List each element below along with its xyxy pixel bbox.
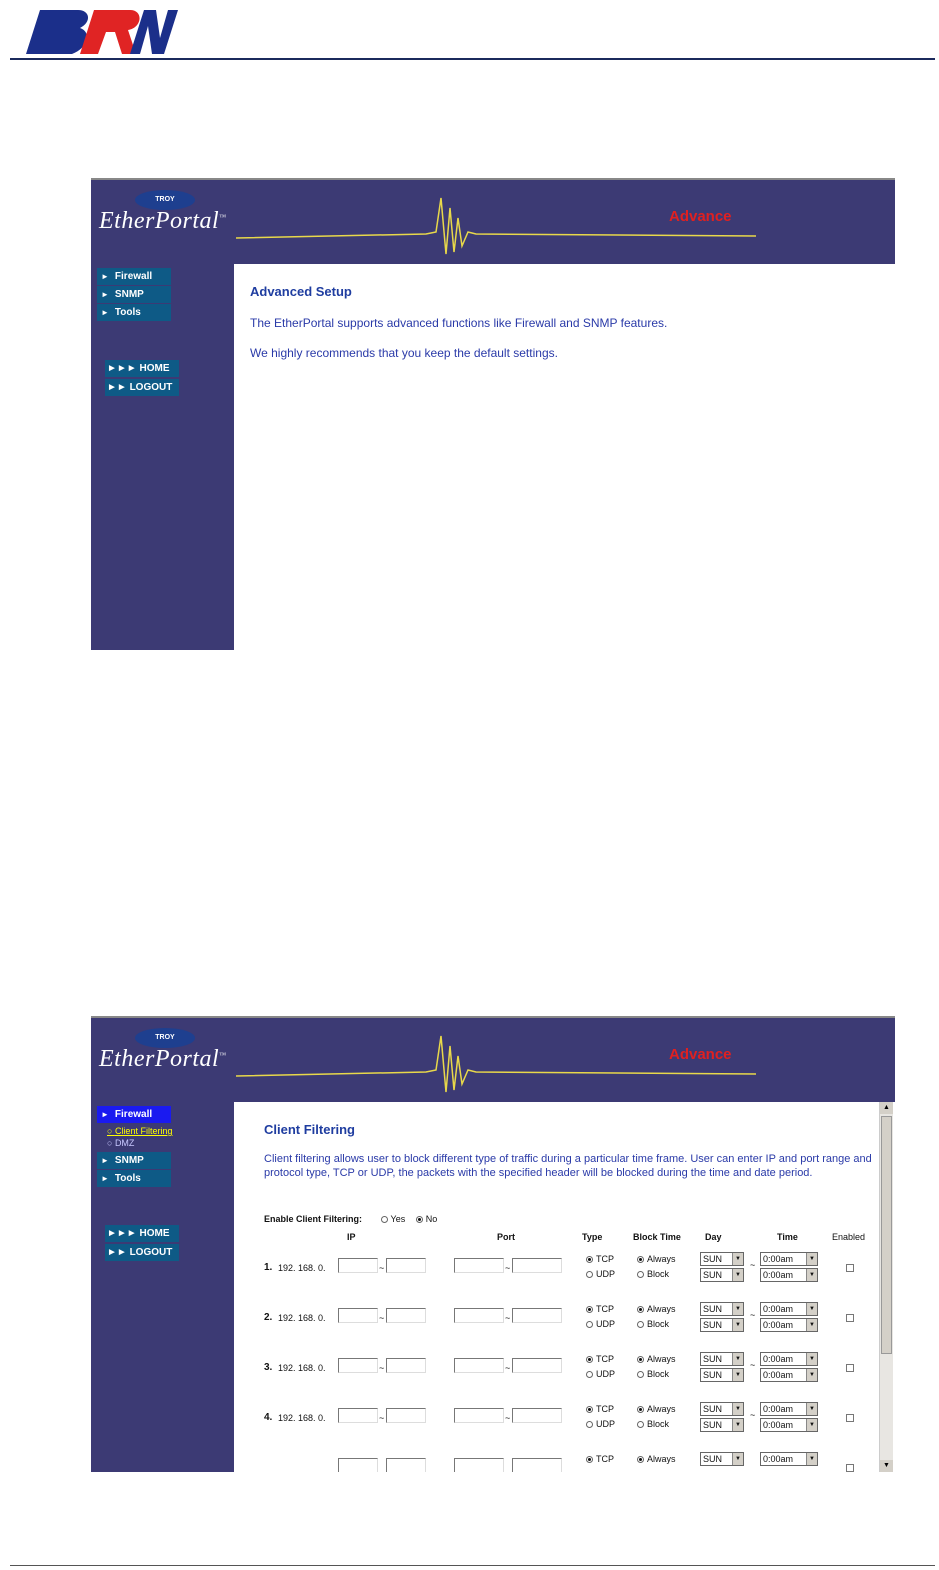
arrow-right-icon: ► xyxy=(101,308,109,317)
enabled-checkbox[interactable] xyxy=(846,1314,854,1322)
header-ip: IP xyxy=(347,1232,356,1242)
content-area xyxy=(234,1102,895,1472)
header-time: Time xyxy=(777,1232,798,1242)
time-from-select[interactable]: 0:00am ▼ xyxy=(760,1402,818,1416)
ip-start-input[interactable] xyxy=(338,1458,378,1472)
subnav-client-filtering[interactable]: ○ Client Filtering xyxy=(107,1126,173,1136)
etherportal-logo: EtherPortal™ xyxy=(99,1046,227,1072)
nav-tools[interactable]: ► Tools xyxy=(97,304,171,321)
block-always-radio[interactable]: Always xyxy=(637,1454,676,1464)
nav-firewall[interactable]: ► Firewall xyxy=(97,1106,171,1123)
filter-row xyxy=(234,1450,894,1472)
time-to-select[interactable]: 0:00am ▼ xyxy=(760,1268,818,1282)
header-day: Day xyxy=(705,1232,722,1242)
ip-prefix: 192. 168. 0. xyxy=(278,1313,326,1323)
type-udp-radio[interactable]: UDP xyxy=(586,1419,615,1429)
nav-snmp[interactable]: ► SNMP xyxy=(97,1152,171,1169)
day-to-select[interactable]: SUN ▼ xyxy=(700,1318,744,1332)
chevron-down-icon: ▼ xyxy=(806,1303,817,1315)
row-number: 2. xyxy=(264,1312,273,1323)
nav-firewall[interactable]: ► Firewall xyxy=(97,268,171,285)
block-always-radio[interactable]: Always xyxy=(637,1304,676,1314)
block-always-radio[interactable]: Always xyxy=(637,1354,676,1364)
ip-end-input[interactable] xyxy=(386,1308,426,1323)
ip-end-input[interactable] xyxy=(386,1458,426,1472)
time-from-select[interactable]: 0:00am ▼ xyxy=(760,1452,818,1466)
troy-badge: TROY xyxy=(135,1028,195,1048)
day-to-select[interactable]: SUN ▼ xyxy=(700,1268,744,1282)
brn-logo xyxy=(18,4,178,59)
day-to-select[interactable]: SUN ▼ xyxy=(700,1368,744,1382)
range-tilde: ~ xyxy=(379,1413,385,1423)
scroll-up-icon[interactable]: ▲ xyxy=(880,1102,893,1114)
range-tilde: ~ xyxy=(505,1363,511,1373)
chevron-down-icon: ▼ xyxy=(732,1353,743,1365)
ip-end-input[interactable] xyxy=(386,1358,426,1373)
enable-filtering-row xyxy=(264,1214,437,1224)
double-arrow-icon: ►► xyxy=(107,1247,130,1258)
type-tcp-radio[interactable]: TCP xyxy=(586,1354,614,1364)
time-from-select[interactable]: 0:00am ▼ xyxy=(760,1352,818,1366)
section-label: Advance xyxy=(669,1046,732,1063)
type-udp-radio[interactable]: UDP xyxy=(586,1369,615,1379)
bullet-icon: ○ xyxy=(107,1138,115,1148)
nav-snmp[interactable]: ► SNMP xyxy=(97,286,171,303)
type-tcp-radio[interactable]: TCP xyxy=(586,1304,614,1314)
port-end-input[interactable] xyxy=(512,1258,562,1273)
troy-badge: TROY xyxy=(135,190,195,210)
sidebar xyxy=(91,1102,234,1472)
enabled-checkbox[interactable] xyxy=(846,1464,854,1472)
day-from-select[interactable]: SUN ▼ xyxy=(700,1452,744,1466)
ip-prefix: 192. 168. 0. xyxy=(278,1363,326,1373)
type-udp-radio[interactable]: UDP xyxy=(586,1319,615,1329)
range-tilde: ~ xyxy=(750,1260,756,1270)
section-label: Advance xyxy=(669,208,732,225)
logout-link[interactable]: ►► LOGOUT xyxy=(105,1244,179,1261)
content-area xyxy=(234,264,895,650)
type-tcp-radio[interactable]: TCP xyxy=(586,1254,614,1264)
range-tilde: ~ xyxy=(505,1413,511,1423)
row-number: 4. xyxy=(264,1412,273,1423)
chevron-down-icon: ▼ xyxy=(732,1403,743,1415)
block-block-radio[interactable]: Block xyxy=(637,1419,669,1429)
banner xyxy=(91,178,895,266)
enable-label: Enable Client Filtering: xyxy=(264,1214,363,1224)
chevron-down-icon: ▼ xyxy=(732,1303,743,1315)
port-start-input[interactable] xyxy=(454,1408,504,1423)
block-block-radio[interactable]: Block xyxy=(637,1269,669,1279)
day-from-select[interactable]: SUN ▼ xyxy=(700,1352,744,1366)
arrow-right-icon: ► xyxy=(101,1156,109,1165)
chevron-down-icon: ▼ xyxy=(806,1253,817,1265)
ip-start-input[interactable] xyxy=(338,1358,378,1373)
ip-start-input[interactable] xyxy=(338,1308,378,1323)
port-start-input[interactable] xyxy=(454,1308,504,1323)
scroll-thumb[interactable] xyxy=(881,1116,892,1354)
time-from-select[interactable]: 0:00am ▼ xyxy=(760,1252,818,1266)
footer-rule xyxy=(10,1565,935,1566)
port-end-input[interactable] xyxy=(512,1458,562,1472)
etherportal-logo: EtherPortal™ xyxy=(99,208,227,234)
nav-tools[interactable]: ► Tools xyxy=(97,1170,171,1187)
enable-yes-radio[interactable]: Yes xyxy=(381,1214,406,1224)
chevron-down-icon: ▼ xyxy=(806,1453,817,1465)
chevron-down-icon: ▼ xyxy=(806,1269,817,1281)
enabled-checkbox[interactable] xyxy=(846,1414,854,1422)
time-to-select[interactable]: 0:00am ▼ xyxy=(760,1318,818,1332)
chevron-down-icon: ▼ xyxy=(732,1453,743,1465)
time-to-select[interactable]: 0:00am ▼ xyxy=(760,1418,818,1432)
ip-prefix: 192. 168. 0. xyxy=(278,1263,326,1273)
ip-end-input[interactable] xyxy=(386,1258,426,1273)
advanced-setup-screenshot xyxy=(91,178,895,650)
intro-text: The EtherPortal supports advanced functions like Firewall and SNMP features. xyxy=(250,316,668,330)
day-from-select[interactable]: SUN ▼ xyxy=(700,1252,744,1266)
logout-link[interactable]: ►► LOGOUT xyxy=(105,379,179,396)
ip-start-input[interactable] xyxy=(338,1258,378,1273)
time-from-select[interactable]: 0:00am ▼ xyxy=(760,1302,818,1316)
port-start-input[interactable] xyxy=(454,1458,504,1472)
triple-arrow-icon: ►►► xyxy=(107,363,140,374)
header-rule xyxy=(10,58,935,60)
range-tilde: ~ xyxy=(750,1360,756,1370)
sidebar xyxy=(91,264,234,650)
port-end-input[interactable] xyxy=(512,1408,562,1423)
range-tilde: ~ xyxy=(505,1313,511,1323)
chevron-down-icon: ▼ xyxy=(732,1419,743,1431)
range-tilde: ~ xyxy=(379,1313,385,1323)
port-start-input[interactable] xyxy=(454,1258,504,1273)
chevron-down-icon: ▼ xyxy=(806,1419,817,1431)
client-filtering-screenshot xyxy=(91,1016,895,1472)
filter-row xyxy=(234,1400,894,1440)
day-to-select[interactable]: SUN ▼ xyxy=(700,1418,744,1432)
chevron-down-icon: ▼ xyxy=(806,1319,817,1331)
arrow-right-icon: ► xyxy=(101,1174,109,1183)
header-block-time: Block Time xyxy=(633,1232,681,1242)
day-from-select[interactable]: SUN ▼ xyxy=(700,1302,744,1316)
chevron-down-icon: ▼ xyxy=(806,1403,817,1415)
day-from-select[interactable]: SUN ▼ xyxy=(700,1402,744,1416)
home-link[interactable]: ►►► HOME xyxy=(105,1225,179,1242)
chevron-down-icon: ▼ xyxy=(732,1269,743,1281)
type-tcp-radio[interactable]: TCP xyxy=(586,1404,614,1414)
scroll-down-icon[interactable]: ▼ xyxy=(880,1460,893,1472)
ip-end-input[interactable] xyxy=(386,1408,426,1423)
type-tcp-radio[interactable]: TCP xyxy=(586,1454,614,1464)
filter-row xyxy=(234,1250,894,1290)
recommend-text: We highly recommends that you keep the default settings. xyxy=(250,346,558,360)
arrow-right-icon: ► xyxy=(101,272,109,281)
vertical-scrollbar[interactable] xyxy=(879,1102,893,1472)
triple-arrow-icon: ►►► xyxy=(107,1228,140,1239)
banner xyxy=(91,1016,895,1104)
ip-prefix: 192. 168. 0. xyxy=(278,1413,326,1423)
chevron-down-icon: ▼ xyxy=(732,1253,743,1265)
enabled-checkbox[interactable] xyxy=(846,1364,854,1372)
port-end-input[interactable] xyxy=(512,1308,562,1323)
bullet-icon: ○ xyxy=(107,1126,115,1136)
header-port: Port xyxy=(497,1232,515,1242)
arrow-right-icon: ► xyxy=(101,290,109,299)
range-tilde: ~ xyxy=(505,1263,511,1273)
filter-row xyxy=(234,1300,894,1340)
header-enabled: Enabled xyxy=(832,1232,866,1242)
chevron-down-icon: ▼ xyxy=(732,1319,743,1331)
time-to-select[interactable]: 0:00am ▼ xyxy=(760,1368,818,1382)
range-tilde: ~ xyxy=(750,1310,756,1320)
enabled-checkbox[interactable] xyxy=(846,1264,854,1272)
enable-no-radio[interactable]: No xyxy=(416,1214,438,1224)
chevron-down-icon: ▼ xyxy=(732,1369,743,1381)
block-block-radio[interactable]: Block xyxy=(637,1369,669,1379)
row-number: 3. xyxy=(264,1362,273,1373)
range-tilde: ~ xyxy=(379,1263,385,1273)
block-always-radio[interactable]: Always xyxy=(637,1254,676,1264)
chevron-down-icon: ▼ xyxy=(806,1353,817,1365)
port-end-input[interactable] xyxy=(512,1358,562,1373)
double-arrow-icon: ►► xyxy=(107,382,130,393)
row-number: 1. xyxy=(264,1262,273,1273)
subnav-dmz[interactable]: ○ DMZ xyxy=(107,1138,135,1148)
ip-start-input[interactable] xyxy=(338,1408,378,1423)
type-udp-radio[interactable]: UDP xyxy=(586,1269,615,1279)
page-title: Advanced Setup xyxy=(250,284,352,299)
block-block-radio[interactable]: Block xyxy=(637,1319,669,1329)
filter-row xyxy=(234,1350,894,1390)
block-always-radio[interactable]: Always xyxy=(637,1404,676,1414)
arrow-right-icon: ► xyxy=(101,1110,109,1119)
description-text: Client filtering allows user to block different type of traffic during a particular time frame. User can enter IP and port range and protocol type, TCP or UDP, the packets with the specified header will be blocked during the time and date period. xyxy=(264,1153,872,1179)
port-start-input[interactable] xyxy=(454,1358,504,1373)
range-tilde: ~ xyxy=(379,1363,385,1373)
range-tilde: ~ xyxy=(750,1410,756,1420)
chevron-down-icon: ▼ xyxy=(806,1369,817,1381)
page-title: Client Filtering xyxy=(264,1122,355,1137)
header-type: Type xyxy=(582,1232,603,1242)
home-link[interactable]: ►►► HOME xyxy=(105,360,179,377)
